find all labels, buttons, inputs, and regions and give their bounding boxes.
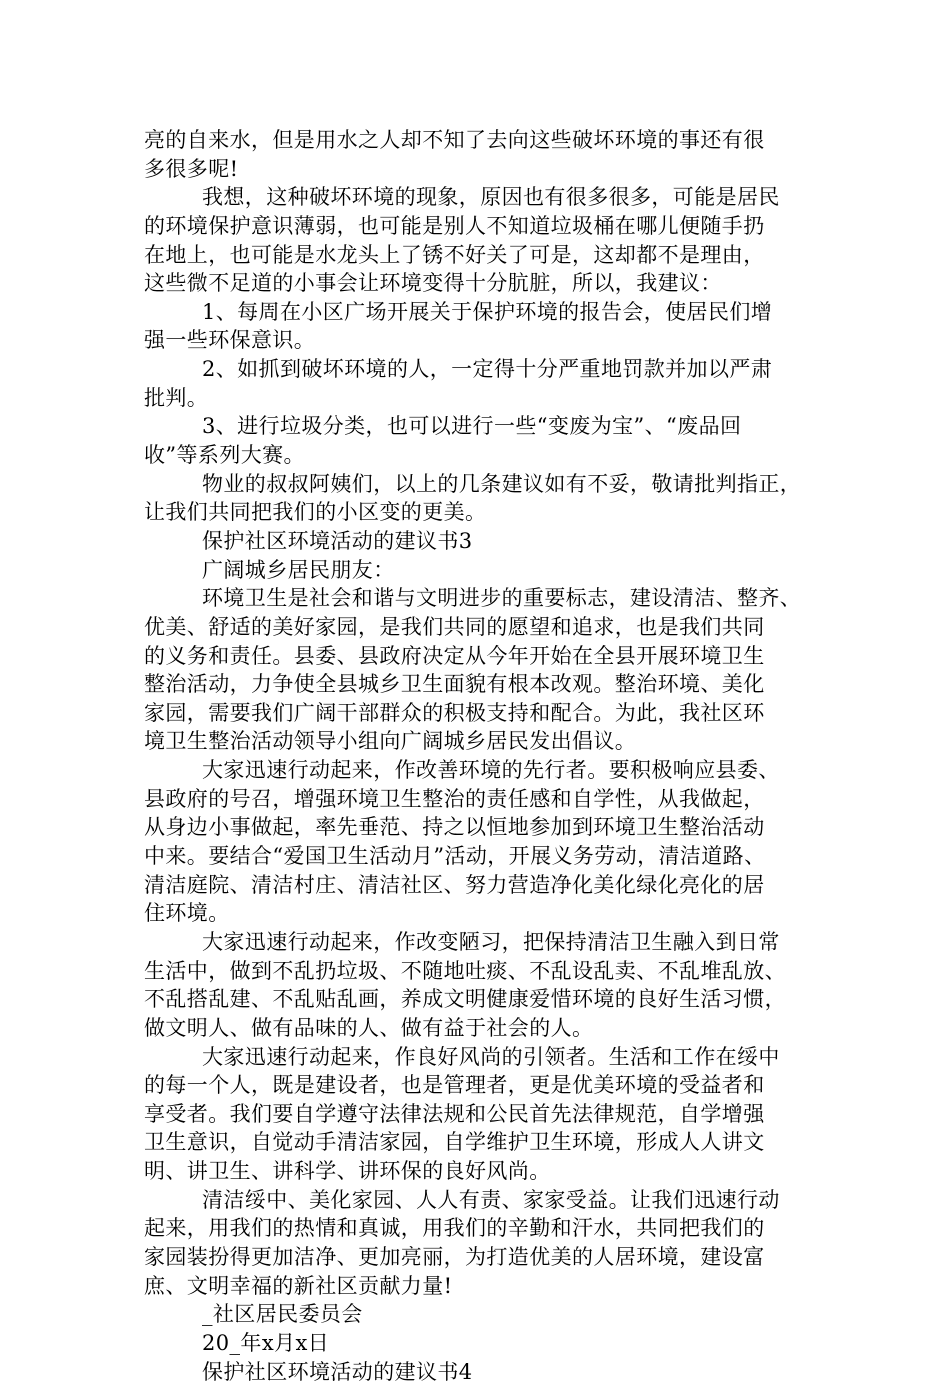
document-page — [144, 126, 810, 1386]
text-line: 生活中，做到不乱扔垃圾、不随地吐痰、不乱设乱卖、不乱堆乱放、 — [144, 958, 786, 983]
text-line: 保护社区环境活动的建议书3 — [202, 528, 473, 553]
text-line: 1、每周在小区广场开展关于保护环境的报告会，使居民们增 — [202, 299, 773, 324]
text-line: 亮的自来水，但是用水之人却不知了去向这些破坏环境的事还有很 — [144, 128, 765, 152]
text-line: 住环境。 — [144, 901, 230, 926]
text-line: 从身边小事做起，率先垂范、持之以恒地参加到环境卫生整治活动 — [144, 815, 765, 840]
text-line: 多很多呢! — [144, 156, 239, 181]
text-line: 的每一个人，既是建设者，也是管理者，更是优美环境的受益者和 — [144, 1073, 765, 1098]
text-line: 起来，用我们的热情和真诚，用我们的辛勤和汗水，共同把我们的 — [144, 1216, 765, 1241]
text-line: 整治活动，力争使全县城乡卫生面貌有根本改观。整治环境、美化 — [144, 672, 765, 697]
document-body — [144, 126, 810, 1386]
text-line: 的义务和责任。县委、县政府决定从今年开始在全县开展环境卫生 — [144, 643, 765, 668]
text-line: 的环境保护意识薄弱，也可能是别人不知道垃圾桶在哪儿便随手扔 — [144, 213, 765, 238]
text-line: 县政府的号召，增强环境卫生整治的责任感和自学性，从我做起， — [144, 786, 765, 811]
text-line: 明、讲卫生、讲科学、讲环保的良好风尚。 — [144, 1159, 551, 1184]
text-line: 20_年x月x日 — [202, 1330, 330, 1355]
text-line: 强一些环保意识。 — [144, 328, 316, 353]
text-line: 享受者。我们要自学遵守法律法规和公民首先法律规范，自学增强 — [144, 1101, 765, 1126]
text-line: 我想，这种破坏环境的现象，原因也有很多很多，可能是居民 — [202, 185, 780, 210]
text-line: 清洁绥中、美化家园、人人有责、家家受益。让我们迅速行动 — [202, 1187, 780, 1212]
text-line: 广阔城乡居民朋友： — [202, 557, 395, 582]
text-line: 做文明人、做有品味的人、做有益于社会的人。 — [144, 1015, 594, 1040]
text-line: 不乱搭乱建、不乱贴乱画，养成文明健康爱惜环境的良好生活习惯， — [144, 987, 786, 1012]
text-line: 中来。要结合“爱国卫生活动月”活动，开展义务劳动，清洁道路、 — [144, 844, 766, 869]
text-line: 3、进行垃圾分类，也可以进行一些“变废为宝”、“废品回 — [202, 414, 742, 439]
text-line: 优美、舒适的美好家园，是我们共同的愿望和追求，也是我们共同 — [144, 614, 765, 639]
text-line: 环境卫生是社会和谐与文明进步的重要标志，建设清洁、整齐、 — [202, 586, 802, 611]
text-line: 在地上，也可能是水龙头上了锈不好关了可是，这却都不是理由， — [144, 242, 765, 267]
text-line: 收”等系列大赛。 — [144, 443, 305, 468]
text-line: 物业的叔叔阿姨们，以上的几条建议如有不妥，敬请批判指正， — [202, 471, 802, 496]
text-line: 让我们共同把我们的小区变的更美。 — [144, 500, 487, 525]
text-line: 保护社区环境活动的建议书4 — [202, 1359, 473, 1384]
text-line: 这些微不足道的小事会让环境变得十分肮脏，所以，我建议： — [144, 271, 722, 296]
text-line: 境卫生整治活动领导小组向广阔城乡居民发出倡议。 — [144, 729, 637, 754]
text-line: 大家迅速行动起来，作改善环境的先行者。要积极响应县委、 — [202, 758, 780, 783]
text-line: 大家迅速行动起来，作改变陋习，把保持清洁卫生融入到日常 — [202, 929, 780, 954]
text-line: _社区居民委员会 — [202, 1302, 363, 1327]
text-line: 家园，需要我们广阔干部群众的积极支持和配合。为此，我社区环 — [144, 700, 765, 725]
text-line: 卫生意识，自觉动手清洁家园，自学维护卫生环境，形成人人讲文 — [144, 1130, 765, 1155]
text-line: 批判。 — [144, 385, 209, 410]
text-line: 清洁庭院、清洁村庄、清洁社区、努力营造净化美化绿化亮化的居 — [144, 872, 765, 897]
text-line: 家园装扮得更加洁净、更加亮丽，为打造优美的人居环境，建设富 — [144, 1244, 765, 1269]
text-line: 大家迅速行动起来，作良好风尚的引领者。生活和工作在绥中 — [202, 1044, 780, 1069]
text-line: 2、如抓到破坏环境的人，一定得十分严重地罚款并加以严肃 — [202, 357, 773, 382]
text-line: 庶、文明幸福的新社区贡献力量! — [144, 1273, 453, 1298]
